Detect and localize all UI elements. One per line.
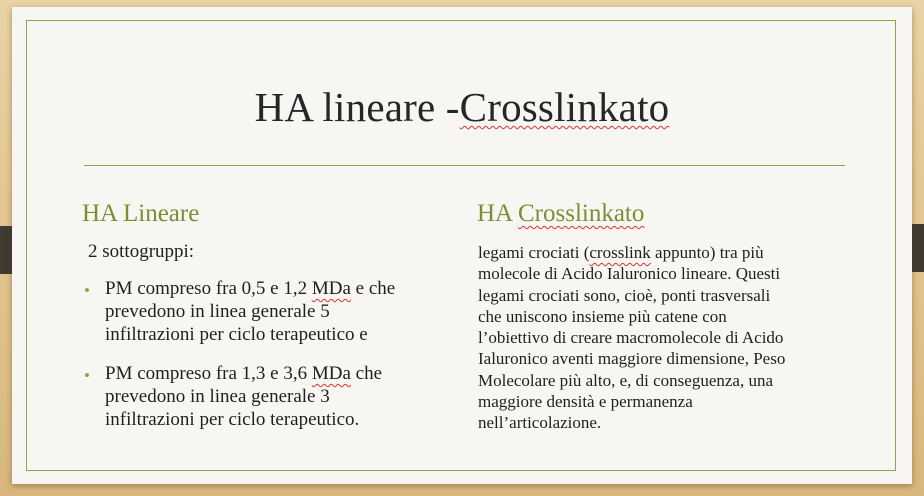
paragraph-line: molecole di Acido Ialuronico lineare. Questi bbox=[478, 264, 781, 284]
bullet-misspelled-word: MDa bbox=[311, 278, 351, 299]
paragraph-line: l’obiettivo di creare macromolecole di Acido bbox=[478, 328, 784, 348]
paragraph-misspelled-word: crosslink bbox=[589, 243, 651, 262]
bullet-text: PM compreso fra 1,3 e 3,6 bbox=[105, 363, 312, 384]
paragraph-line: Ialuronico aventi maggiore dimensione, Peso bbox=[478, 349, 786, 369]
paragraph-text: legami crociati ( bbox=[478, 243, 590, 262]
slide-title bbox=[12, 83, 912, 131]
bullet-line: prevedono in linea generale 3 bbox=[105, 386, 330, 407]
paragraph-line bbox=[478, 242, 873, 263]
right-column-paragraph bbox=[478, 242, 873, 434]
bullet-marker-icon: • bbox=[84, 366, 90, 385]
bullet-marker-icon: • bbox=[84, 281, 90, 300]
paragraph-line: che uniscono insieme più catene con bbox=[478, 306, 727, 326]
bullet-text: PM compreso fra 0,5 e 1,2 bbox=[105, 278, 312, 299]
paragraph-text: appunto) tra più bbox=[650, 243, 764, 262]
bullet-line: infiltrazioni per ciclo terapeutico e bbox=[105, 324, 368, 345]
bullet-line bbox=[105, 277, 452, 300]
bullet-line bbox=[105, 362, 452, 385]
paragraph-line: nell’articolazione. bbox=[478, 413, 602, 433]
slide bbox=[12, 7, 912, 484]
paragraph-line: legami crociati sono, cioè, ponti trasversali bbox=[478, 285, 771, 305]
paragraph-line: maggiore densità e permanenza bbox=[478, 392, 693, 412]
title-misspelled-word: Crosslinkato bbox=[459, 84, 670, 130]
heading-misspelled-word: Crosslinkato bbox=[517, 200, 645, 227]
heading-text: HA bbox=[477, 200, 518, 227]
bullet-line: prevedono in linea generale 5 bbox=[105, 301, 330, 322]
paragraph-line: Molecolare più alto, e, di conseguenza, una bbox=[478, 370, 774, 390]
bullet-item bbox=[82, 277, 452, 346]
right-column-heading bbox=[477, 200, 644, 228]
bullet-text: che bbox=[350, 363, 383, 384]
bullet-line: infiltrazioni per ciclo terapeutico. bbox=[105, 409, 360, 430]
bullet-misspelled-word: MDa bbox=[311, 363, 351, 384]
bullet-text: e che bbox=[350, 278, 396, 299]
title-text: HA lineare - bbox=[254, 84, 460, 130]
bullet-item bbox=[82, 362, 452, 431]
left-column-subtitle: 2 sottogruppi: bbox=[88, 241, 195, 262]
left-bullet-list bbox=[82, 277, 452, 447]
left-column-heading: HA Lineare bbox=[82, 200, 200, 227]
title-divider bbox=[84, 165, 845, 166]
